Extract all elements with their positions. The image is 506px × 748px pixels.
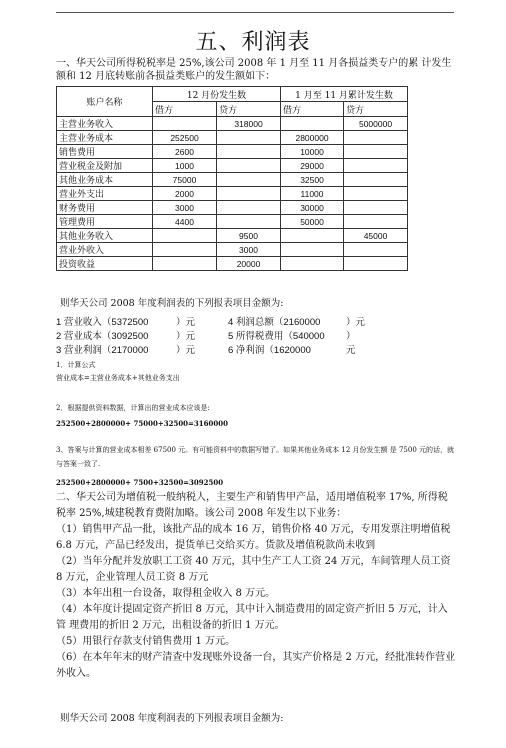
ytd-debit-cell: 2800000 — [281, 131, 344, 145]
note-1: 1．计算公式 — [56, 361, 96, 369]
ytd-credit-cell — [344, 215, 408, 229]
dec-header: 12 月份发生数 — [153, 87, 281, 102]
note-2: 营业成本=主营业务成本+其他业务支出 — [56, 374, 180, 382]
account-name-cell: 营业税金及附加 — [57, 159, 153, 173]
answer-6-unit: 元 — [346, 345, 356, 356]
table-row — [57, 215, 408, 229]
dec-credit-header: 贷方 — [217, 102, 281, 117]
ytd-debit-cell: 30000 — [281, 201, 344, 215]
dec-debit-header: 借方 — [153, 102, 217, 117]
account-name-cell: 其他业务收入 — [57, 229, 153, 243]
table-row — [57, 145, 408, 159]
part2-item-3: （3）本年出租一台设备，取得租金收入 8 万元。 — [56, 588, 276, 599]
answer-5: 5 所得税费用（540000 — [228, 331, 325, 342]
dec-credit-cell — [217, 159, 281, 173]
table-row — [57, 187, 408, 201]
ytd-debit-cell: 11000 — [281, 187, 344, 201]
ytd-credit-cell — [344, 201, 408, 215]
answer-4-unit: ）元 — [346, 317, 366, 328]
intro-paragraph: 一、华天公司所得税税率是 25%,该公司 2008 年 1 月至 11 月各损益类专户的累 计发生额和 12 月底转账前各损益类账户的发生额如下： — [56, 58, 452, 82]
ytd-debit-cell: 29000 — [281, 159, 344, 173]
ytd-credit-cell — [344, 159, 408, 173]
ytd-credit-cell — [344, 257, 408, 271]
answer-3: 3 营业利润（2170000 — [56, 345, 149, 356]
table-row — [57, 257, 408, 271]
ytd-debit-cell — [281, 243, 344, 257]
dec-credit-cell: 9500 — [217, 229, 281, 243]
dec-credit-cell — [217, 131, 281, 145]
ytd-debit-cell — [281, 117, 344, 131]
table-row — [57, 159, 408, 173]
dec-credit-cell — [217, 173, 281, 187]
account-name-cell: 管理费用 — [57, 215, 153, 229]
note-6: 252500+2800000+ 7500+32500=3092500 — [56, 478, 224, 487]
ytd-credit-cell — [344, 131, 408, 145]
part2-question: 则华天公司 2008 年度利润表的下列报表项目金额为: — [60, 713, 284, 724]
note-5: 3、答案与计算的营业成本相差 67500 元。有可能资料中的数据写错了。如果其他业务成本 12 月份发生额 是 7500 元的话，就与答案一致了. — [56, 446, 455, 468]
ytd-credit-cell — [344, 243, 408, 257]
ytd-credit-cell — [344, 187, 408, 201]
table-row — [57, 201, 408, 215]
account-name-cell: 主营业务成本 — [57, 131, 153, 145]
table-row — [57, 243, 408, 257]
page-title: 五、利润表 — [195, 30, 311, 55]
dec-debit-cell — [153, 243, 217, 257]
ytd-debit-cell: 32500 — [281, 173, 344, 187]
answer-2-unit: ）元 — [176, 331, 196, 342]
account-name-cell: 主营业务收入 — [57, 117, 153, 131]
dec-credit-cell — [217, 215, 281, 229]
answer-5-unit: ） — [346, 331, 356, 342]
account-name-cell: 投资收益 — [57, 257, 153, 271]
ytd-credit-cell — [344, 173, 408, 187]
part2-item-5: （5）用银行存款支付销售费用 1 万元。 — [56, 636, 236, 647]
table-row — [57, 117, 408, 131]
ytd-credit-cell — [344, 145, 408, 159]
table-row — [57, 131, 408, 145]
ytd-debit-header: 借方 — [281, 102, 344, 117]
table-row — [57, 173, 408, 187]
part2-item-2: （2）当年分配并发放职工工资 40 万元，其中生产工人工资 24 万元，车间管理人员工资 8 万元，企业管理人员工资 8 万元 — [56, 556, 451, 583]
dec-credit-cell: 318000 — [217, 117, 281, 131]
note-4: 252500+2800000+ 75000+32500=3160000 — [56, 419, 229, 428]
dec-credit-cell — [217, 187, 281, 201]
question-line: 则华天公司 2008 年度利润表的下列报表项目金额为: — [60, 298, 284, 309]
dec-credit-cell — [217, 145, 281, 159]
note-3: 2．根据提供资料数据，计算出的营业成本应该是: — [56, 404, 210, 412]
dec-debit-cell — [153, 117, 217, 131]
ytd-debit-cell: 50000 — [281, 215, 344, 229]
account-name-cell: 财务费用 — [57, 201, 153, 215]
ytd-header: 1 月至 11 月累计发生数 — [281, 87, 408, 102]
ytd-debit-cell: 10000 — [281, 145, 344, 159]
ledger-table — [56, 86, 408, 271]
header-rule — [56, 12, 454, 13]
dec-debit-cell: 1000 — [153, 159, 217, 173]
dec-debit-cell: 2000 — [153, 187, 217, 201]
account-header: 账户名称 — [57, 87, 153, 117]
dec-debit-cell — [153, 229, 217, 243]
ytd-credit-cell: 5000000 — [344, 117, 408, 131]
ytd-credit-header: 贷方 — [344, 102, 408, 117]
table-row — [57, 229, 408, 243]
answer-1-unit: ）元 — [176, 317, 196, 328]
dec-debit-cell: 252500 — [153, 131, 217, 145]
part2-intro: 二、华天公司为增值税一般纳税人，主要生产和销售甲产品，适用增值税率 17%, 所得税税率 25%,城建税教育费附加略。该公司 2008 年发生以下业务： — [56, 492, 448, 519]
answer-3-unit: ）元 — [176, 345, 196, 356]
dec-debit-cell — [153, 257, 217, 271]
ytd-debit-cell — [281, 257, 344, 271]
dec-credit-cell: 3000 — [217, 243, 281, 257]
account-name-cell: 其他业务成本 — [57, 173, 153, 187]
part2-item-1: （1）销售甲产品一批，该批产品的成本 16 万，销售价格 40 万元，专用发票注明增值税 6.8 万元，产品已经发出，提货单已交给买方。货款及增值税款尚未收到 — [56, 524, 451, 551]
dec-credit-cell — [217, 201, 281, 215]
ytd-credit-cell: 45000 — [344, 229, 408, 243]
dec-debit-cell: 3000 — [153, 201, 217, 215]
answer-1: 1 营业收入（5372500 — [56, 317, 149, 328]
part2-item-6: （6）在本年年末的财产清查中发现账外设备一台，其实产价格是 2 万元，经批准转作营业 外收入。 — [56, 652, 456, 679]
answer-4: 4 利润总额（2160000 — [228, 317, 321, 328]
dec-debit-cell: 2600 — [153, 145, 217, 159]
part2-item-4: （4）本年度计提固定资产折旧 8 万元，其中计入制造费用的固定资产折旧 5 万元，计入管 理费用的折旧 2 万元，出租设备的折旧 1 万元。 — [56, 604, 448, 631]
ytd-debit-cell — [281, 229, 344, 243]
dec-debit-cell: 75000 — [153, 173, 217, 187]
account-name-cell: 营业外收入 — [57, 243, 153, 257]
dec-credit-cell: 20000 — [217, 257, 281, 271]
dec-debit-cell: 4400 — [153, 215, 217, 229]
account-name-cell: 销售费用 — [57, 145, 153, 159]
answer-2: 2 营业成本（3092500 — [56, 331, 149, 342]
account-name-cell: 营业外支出 — [57, 187, 153, 201]
answer-6: 6 净利润（1620000 — [228, 345, 311, 356]
